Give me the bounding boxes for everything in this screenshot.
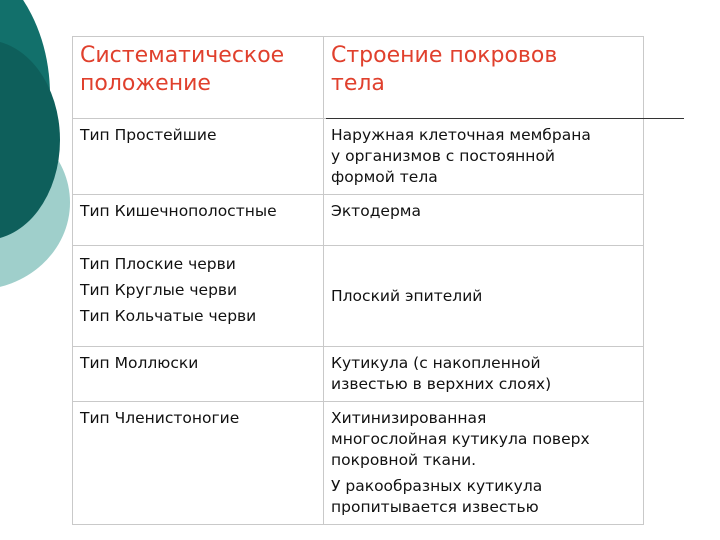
table-row <box>73 119 644 195</box>
structure-cell: Хитинизированная многослойная кутикула поверх покровной ткани. У ракообразных кутикула пропитывается известью <box>324 402 644 525</box>
taxon-cell: Тип Моллюски <box>73 347 324 402</box>
structure-cell: Плоский эпителий <box>324 246 644 347</box>
table-header-row <box>73 37 644 119</box>
table-row <box>73 246 644 347</box>
structure-cell: Эктодерма <box>324 195 644 246</box>
table-row <box>73 347 644 402</box>
header-systematic-position: Систематическое положение <box>73 37 324 119</box>
taxon-cell: Тип Плоские черви Тип Круглые черви Тип Кольчатые черви <box>73 246 324 347</box>
structure-cell: Наружная клеточная мембрана у организмов с постоянной формой тела <box>324 119 644 195</box>
taxon-cell: Тип Членистоногие <box>73 402 324 525</box>
taxon-cell: Тип Кишечнополостные <box>73 195 324 246</box>
taxon-cell: Тип Простейшие <box>73 119 324 195</box>
integument-table <box>72 36 644 525</box>
structure-cell: Кутикула (с накопленной известью в верхних слоях) <box>324 347 644 402</box>
header-divider-line <box>326 118 684 119</box>
header-integument-structure: Строение покровов тела <box>324 37 644 119</box>
table-row <box>73 195 644 246</box>
table-row <box>73 402 644 525</box>
